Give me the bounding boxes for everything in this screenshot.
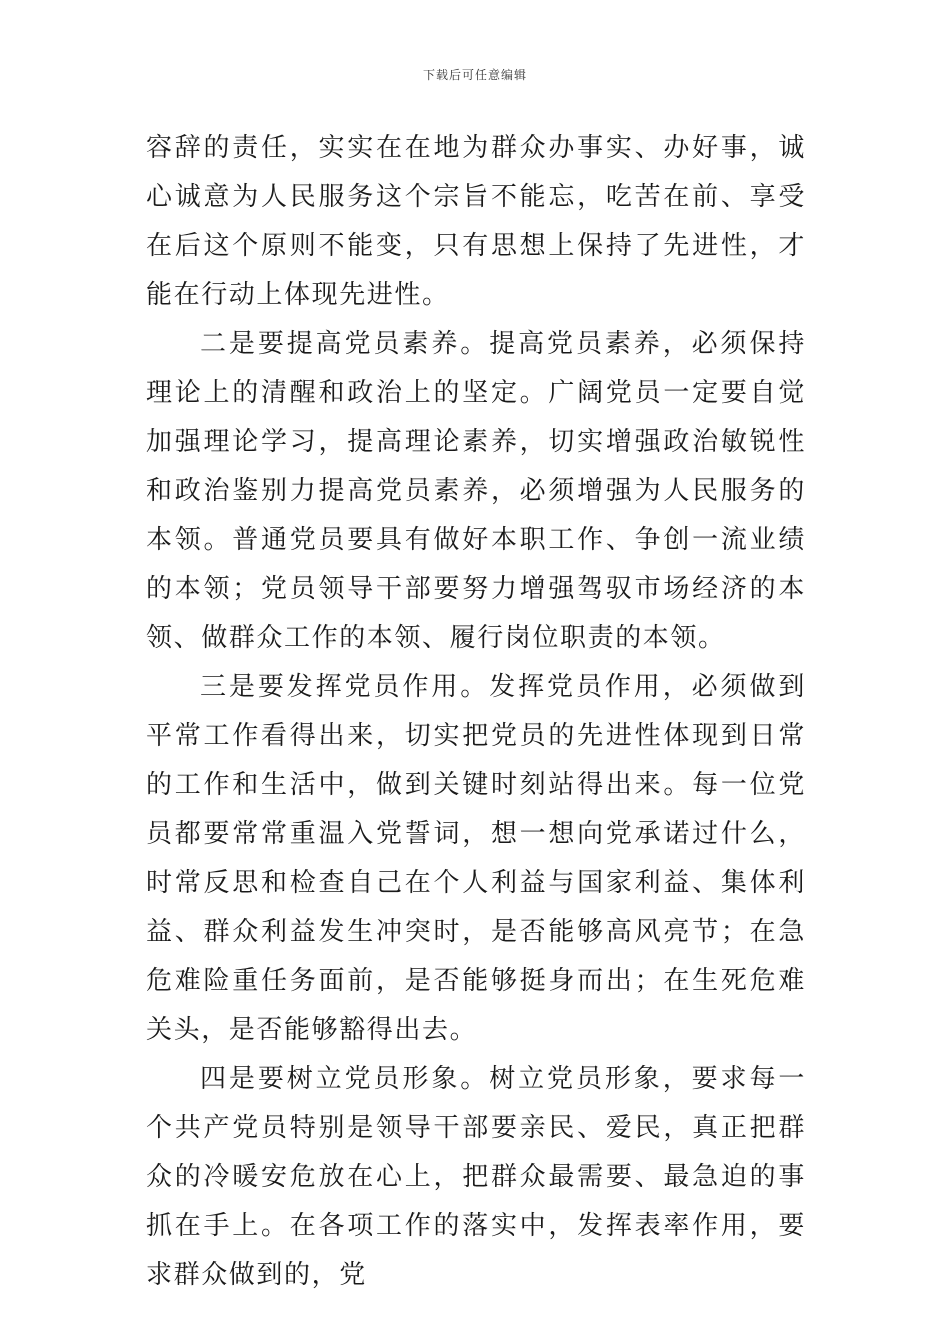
paragraph-improve-quality: 二是要提高党员素养。提高党员素养，必须保持理论上的清醒和政治上的坚定。广阔党员一定要自觉加强理论学习，提高理论素养，切实增强政治敏锐性和政治鉴别力提高党员素养，必须增强为人民服务的本领。普通党员要具有做好本职工作、争创一流业绩的本领；党员领导干部要努力增强驾驭市场经济的本领、做群众工作的本领、履行岗位职责的本领。 (146, 329, 806, 653)
paragraph-play-role: 三是要发挥党员作用。发挥党员作用，必须做到平常工作看得出来，切实把党员的先进性体现到日常的工作和生活中，做到关键时刻站得出来。每一位党员都要常常重温入党誓词，想一想向党承诺过什么，时常反思和检查自己在个人利益与国家利益、集体利益、群众利益发生冲突时，是否能够高风亮节；在急危难险重任务面前，是否能够挺身而出；在生死危难关头，是否能够豁得出去。 (146, 672, 806, 1045)
header-note: 下载后可任意编辑 (422, 68, 527, 82)
document-body (146, 124, 806, 1300)
paragraph-set-image: 四是要树立党员形象。树立党员形象，要求每一个共产党员特别是领导干部要亲民、爱民，真正把群众的冷暖安危放在心上，把群众最需要、最急迫的事抓在手上。在各项工作的落实中，发挥表率作用，要求群众做到的，党 (146, 1064, 806, 1290)
paragraph-continuation: 容辞的责任，实实在在地为群众办事实、办好事，诚心诚意为人民服务这个宗旨不能忘，吃苦在前、享受在后这个原则不能变，只有思想上保持了先进性，才能在行动上体现先进性。 (146, 133, 806, 310)
